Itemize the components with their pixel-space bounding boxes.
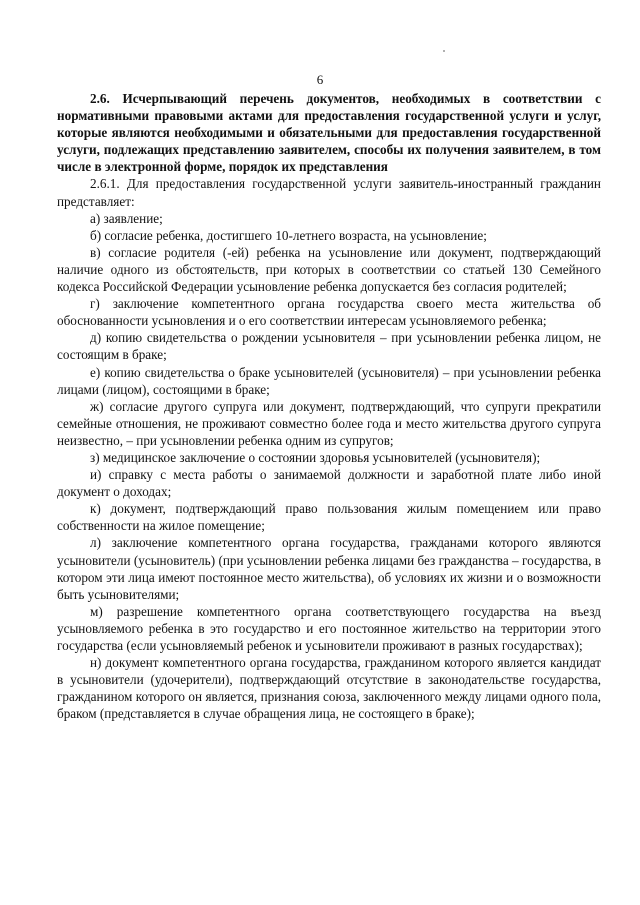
list-item-l: л) заключение компетентного органа государства, гражданами которого являются усыновители (усыновитель) (при усыновлении ребенка лицами без гражданства – государства, в котором эти лица имеют постоянное место жительства), об условиях их жизни и о возможности быть усыновителями; <box>57 535 601 602</box>
list-item-z: з) медицинское заключение о состоянии здоровья усыновителей (усыновителя); <box>90 449 541 465</box>
document-body <box>57 90 601 722</box>
list-item-i: и) справку с места работы о занимаемой должности и заработной плате либо иной документ о доходах; <box>57 467 601 500</box>
list-item-zh: ж) согласие другого супруга или документ, подтверждающий, что супруги прекратили семейные отношения, не проживают совместно более года и место жительства другого супруга неизвестно, – при усыновлении ребенка одним из супругов; <box>57 398 601 448</box>
list-item-v: в) согласие родителя (-ей) ребенка на усыновление или документ, подтверждающий наличие одного из обстоятельств, при которых в соответствии со статьей 130 Семейного кодекса Российской Федерации усыновление ребенка допускается без согласия родителей; <box>57 244 601 295</box>
scan-speck <box>443 50 445 52</box>
list-item-k: к) документ, подтверждающий право пользования жилым помещением или право собственности на жилое помещение; <box>57 501 601 534</box>
section-heading: 2.6. Исчерпывающий перечень документов, необходимых в соответствии с нормативными правовыми актами для предоставления государственной услуги и услуг, которые являются необходимыми и обязательными для предоставления государственной услуги, подлежащих представлению заявителем, способы их получения заявителем, в том числе в электронной форме, порядок их представления <box>57 91 601 175</box>
list-item-m: м) разрешение компетентного органа соответствующего государства на въезд усыновляемого ребенка в это государство и его постоянное жительство на территории этого государства (если усыновляемый ребенок и усыновители проживают в разных государствах); <box>57 603 601 653</box>
list-item-d: д) копию свидетельства о рождении усыновителя – при усыновлении ребенка лицом, не состоящим в браке; <box>57 330 601 363</box>
list-item-b: б) согласие ребенка, достигшего 10-летнего возраста, на усыновление; <box>90 227 487 243</box>
page-number: 6 <box>316 72 324 87</box>
list-item-e: е) копию свидетельства о браке усыновителей (усыновителя) – при усыновлении ребенка лицами (лицом), состоящими в браке; <box>57 364 601 397</box>
list-item-n: н) документ компетентного органа государства, гражданином которого является кандидат в усыновители (удочерители), подтверждающий отсутствие в законодательстве государства, гражданином которого он является, признания союза, заключенного между лицами одного пола, браком (представляется в случае обращения лица, не состоящего в браке); <box>57 655 601 722</box>
list-item-a: а) заявление; <box>90 210 163 226</box>
list-item-g: г) заключение компетентного органа государства своего места жительства об обоснованности усыновления и о его соответствии интересам усыновляемого ребенка; <box>57 296 601 329</box>
paragraph-2-6-1: 2.6.1. Для предоставления государственной услуги заявитель-иностранный гражданин представляет: <box>57 176 601 209</box>
